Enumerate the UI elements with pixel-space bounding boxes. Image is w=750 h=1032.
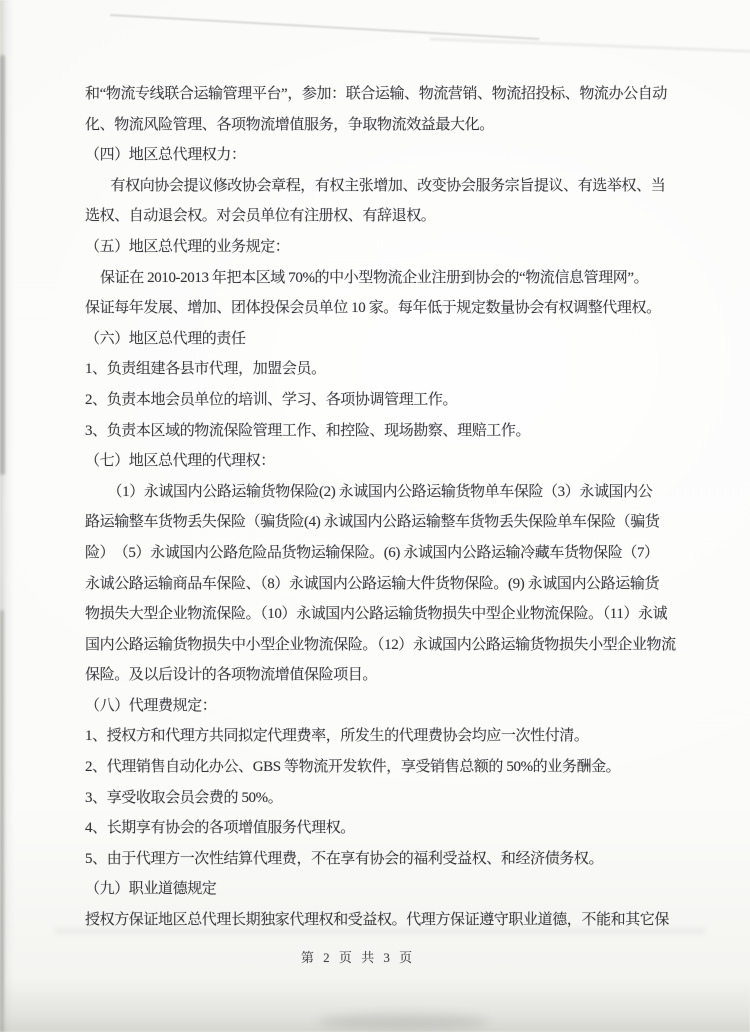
text-line: （四）地区总代理权力：	[85, 147, 246, 164]
scan-artifact-bottom-smudge	[318, 1014, 488, 1030]
text-line: 选权、自动退会权。对会员单位有注册权、有辞退权。	[85, 208, 436, 225]
text-line: 化、物流风险管理、各项物流增值服务，争取物流效益最大化。	[85, 116, 494, 133]
text-line: 国内公路运输货物损失中小型企业物流保险。（12）永诚国内公路运输货物损失小型企业物流	[85, 636, 676, 653]
text-line: 3、享受收取会员会费的 50%。	[85, 789, 283, 806]
scan-artifact-top-crease	[110, 14, 539, 40]
text-line: 2、负责本地会员单位的培训、学习、各项协调管理工作。	[85, 391, 458, 408]
text-line: （九）职业道德规定	[85, 881, 217, 898]
text-line: 险） （5）永诚国内公路危险品货物运输保险。(6) 永诚国内公路运输冷藏车货物保险（7）	[85, 544, 659, 561]
text-line: 2、代理销售自动化办公、GBS 等物流开发软件，享受销售总额的 50%的业务酬金。	[85, 759, 621, 776]
text-line: （1）永诚国内公路运输货物保险(2) 永诚国内公路运输货物单车保险（3）永诚国内公	[107, 483, 653, 500]
text-line: 有权向协会提议修改协会章程，有权主张增加、改变协会服务宗旨提议、有选举权、当	[110, 177, 666, 194]
scan-artifact-left-streak-bottom	[0, 610, 4, 1032]
scan-artifact-left-streak-top	[0, 55, 5, 475]
text-line: （八）代理费规定：	[85, 697, 217, 714]
page-footer: 第 2 页 共 3 页	[300, 950, 416, 965]
text-line: （六）地区总代理的责任	[85, 330, 246, 347]
text-line: 3、负责本区域的物流保险管理工作、和控险、现场勘察、理赔工作。	[85, 422, 531, 439]
text-line: 保险。及以后设计的各项物流增值保险项目。	[85, 667, 378, 684]
text-line: 永诚公路运输商品车保险、（8）永诚国内公路运输大件货物保险。(9) 永诚国内公路运输货	[85, 575, 660, 592]
text-line: 1、授权方和代理方共同拟定代理费率，所发生的代理费协会均应一次性付清。	[85, 728, 589, 745]
text-line: 授权方保证地区总代理长期独家代理权和受益权。代理方保证遵守职业道德，不能和其它保	[85, 912, 670, 929]
document-body	[85, 79, 703, 936]
text-line: 和“物流专线联合运输管理平台”，参加：联合运输、物流营销、物流招投标、物流办公自动	[85, 86, 667, 102]
text-line: 1、负责组建各县市代理，加盟会员。	[85, 361, 326, 378]
text-line: 物损失大型企业物流保险。（10）永诚国内公路运输货物损失中型企业物流保险。（11）永诚	[85, 606, 668, 623]
text-line: 保证在 2010-2013 年把本区域 70%的中小型物流企业注册到协会的“物流信息管理网”。	[100, 269, 649, 286]
text-line: （五）地区总代理的业务规定：	[85, 238, 290, 255]
text-line: 4、长期享有协会的各项增值服务代理权。	[85, 820, 355, 837]
scan-artifact-top-crease-2	[430, 38, 750, 52]
text-line: 5、由于代理方一次性结算代理费，不在享有协会的福利受益权、和经济债务权。	[85, 850, 604, 867]
text-line: （七）地区总代理的代理权：	[85, 453, 275, 470]
text-line: 保证每年发展、增加、团体投保会员单位 10 家。每年低于规定数量协会有权调整代理权。	[85, 300, 661, 317]
text-line: 路运输整车货物丢失保险（骗货险(4) 永诚国内公路运输整车货物丢失保险单车保险（骗货	[85, 514, 660, 531]
